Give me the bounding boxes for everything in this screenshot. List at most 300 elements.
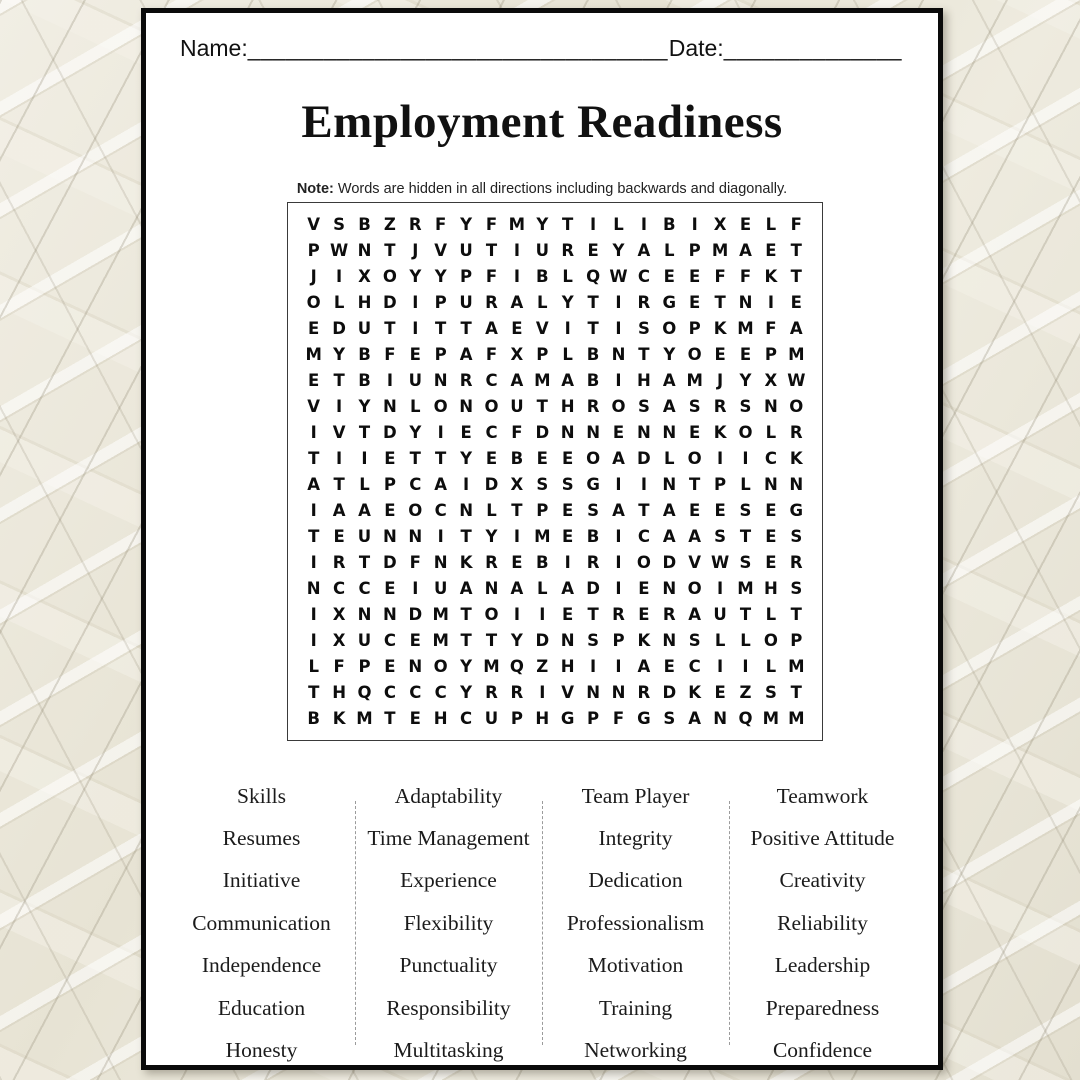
- grid-letter: M: [508, 214, 526, 234]
- grid-letter: L: [308, 657, 319, 677]
- grid-letter: T: [638, 501, 650, 521]
- grid-letter: I: [310, 605, 317, 625]
- grid-letter: G: [637, 709, 651, 729]
- grid-letter: N: [433, 370, 448, 390]
- grid-letter: I: [717, 448, 724, 468]
- word-item: Multitasking: [393, 1038, 504, 1063]
- word-item: Resumes: [222, 826, 301, 851]
- word-item: Flexibility: [403, 910, 494, 935]
- grid-letter: Y: [460, 214, 473, 234]
- grid-letter: M: [788, 657, 805, 677]
- word-item: Training: [598, 995, 673, 1020]
- grid-letter: R: [789, 553, 803, 573]
- grid-letter: D: [586, 579, 600, 599]
- grid-letter: T: [384, 318, 396, 338]
- grid-letter: T: [739, 527, 752, 547]
- grid-letter: A: [662, 370, 676, 390]
- grid-letter: N: [763, 396, 778, 416]
- grid-letter: I: [615, 657, 622, 677]
- grid-letter: T: [358, 422, 371, 442]
- column-divider: [729, 801, 730, 1045]
- grid-letter: K: [459, 553, 473, 573]
- grid-letter: L: [537, 579, 548, 599]
- grid-letter: O: [687, 579, 702, 599]
- grid-letter: E: [587, 240, 599, 260]
- grid-letter: L: [410, 396, 421, 416]
- grid-letter: F: [765, 318, 777, 338]
- grid-letter: X: [332, 605, 346, 625]
- grid-letter: A: [662, 527, 676, 547]
- grid-letter: D: [637, 448, 651, 468]
- grid-letter: F: [739, 266, 752, 286]
- word-item: Skills: [237, 783, 286, 808]
- grid-letter: N: [662, 422, 677, 442]
- grid-letter: I: [717, 657, 724, 677]
- grid-letter: M: [737, 579, 754, 599]
- word-item: Professionalism: [566, 910, 705, 935]
- grid-letter: U: [408, 370, 422, 390]
- word-item: Leadership: [774, 953, 871, 978]
- grid-letter: L: [740, 631, 751, 651]
- grid-letter: I: [615, 579, 622, 599]
- grid-letter: I: [615, 292, 622, 312]
- grid-letter: T: [333, 474, 345, 494]
- grid-letter: O: [687, 344, 702, 364]
- grid-letter: N: [408, 657, 423, 677]
- grid-letter: S: [536, 474, 549, 494]
- grid-letter: O: [611, 396, 626, 416]
- grid-letter: N: [459, 501, 473, 521]
- grid-letter: W: [329, 240, 349, 260]
- grid-letter: A: [688, 709, 702, 729]
- word-list-column-1: [168, 775, 355, 1072]
- grid-letter: T: [587, 318, 599, 338]
- grid-letter: Q: [738, 709, 753, 729]
- grid-letter: G: [586, 474, 600, 494]
- grid-letter: P: [536, 501, 549, 521]
- grid-letter: T: [409, 448, 421, 468]
- grid-letter: L: [664, 240, 675, 260]
- grid-letter: U: [357, 318, 372, 338]
- grid-letter: A: [739, 240, 752, 260]
- grid-letter: S: [714, 527, 727, 547]
- grid-letter: I: [539, 605, 546, 625]
- word-item: Creativity: [779, 868, 866, 893]
- word-item: Dedication: [588, 868, 683, 893]
- grid-letter: A: [358, 501, 371, 521]
- grid-letter: M: [788, 344, 805, 364]
- grid-letter: I: [513, 266, 520, 286]
- word-item: Education: [217, 995, 306, 1020]
- grid-letter: B: [663, 214, 676, 234]
- grid-letter: N: [306, 579, 321, 599]
- grid-letter: S: [561, 474, 574, 494]
- note-body: Words are hidden in all directions including backwards and diagonally.: [333, 181, 788, 197]
- grid-letter: I: [717, 579, 724, 599]
- grid-letter: L: [562, 266, 573, 286]
- grid-letter: N: [662, 631, 677, 651]
- grid-letter: I: [539, 683, 546, 703]
- grid-letter: I: [513, 527, 520, 547]
- grid-letter: A: [637, 240, 651, 260]
- grid-letter: S: [688, 396, 701, 416]
- grid-letter: N: [484, 579, 499, 599]
- grid-letter: X: [510, 344, 524, 364]
- grid-letter: S: [587, 631, 600, 651]
- word-search-grid: [287, 202, 823, 741]
- grid-letter: I: [361, 448, 368, 468]
- name-field: [180, 35, 668, 62]
- word-item: Honesty: [225, 1038, 298, 1063]
- name-label: Name:: [180, 35, 248, 61]
- grid-letter: P: [510, 709, 523, 729]
- word-list-column-3: [542, 775, 729, 1072]
- grid-letter: L: [765, 605, 777, 625]
- grid-letter: H: [560, 657, 575, 677]
- grid-letter: T: [435, 318, 447, 338]
- word-item: Teamwork: [776, 783, 869, 808]
- grid-letter: S: [739, 501, 752, 521]
- grid-letter: R: [586, 396, 600, 416]
- grid-letter: T: [790, 683, 802, 703]
- grid-letter: D: [383, 422, 397, 442]
- grid-letter: M: [432, 631, 449, 651]
- note-text: [146, 181, 938, 197]
- grid-letter: R: [637, 683, 651, 703]
- grid-letter: T: [739, 605, 752, 625]
- grid-letter: I: [767, 292, 774, 312]
- grid-letter: A: [612, 448, 625, 468]
- grid-letter: E: [384, 579, 396, 599]
- grid-letter: R: [408, 214, 422, 234]
- grid-letter: E: [714, 344, 726, 364]
- grid-letter: K: [764, 266, 778, 286]
- grid-letter: O: [636, 553, 651, 573]
- grid-letter: R: [637, 292, 651, 312]
- grid-letter: G: [662, 292, 677, 312]
- grid-letter: P: [460, 266, 473, 286]
- grid-letter: E: [663, 657, 675, 677]
- grid-letter: J: [412, 240, 419, 260]
- grid-letter: D: [383, 292, 397, 312]
- word-item: Independence: [201, 953, 322, 978]
- word-item: Responsibility: [386, 995, 511, 1020]
- word-item: Positive Attitude: [750, 826, 895, 851]
- grid-letter: I: [336, 266, 343, 286]
- grid-letter: E: [689, 266, 701, 286]
- grid-letter: P: [612, 631, 625, 651]
- grid-letter: L: [765, 422, 777, 442]
- grid-letter: X: [764, 370, 778, 390]
- grid-letter: U: [535, 240, 549, 260]
- word-list-column-2: [355, 775, 542, 1072]
- grid-letter: Y: [333, 344, 346, 364]
- grid-letter: A: [510, 292, 524, 312]
- note-label: Note:: [296, 181, 334, 197]
- grid-letter: O: [433, 396, 448, 416]
- grid-letter: H: [763, 579, 778, 599]
- grid-letter: O: [662, 318, 677, 338]
- grid-letter: Y: [460, 657, 473, 677]
- grid-letter: Y: [561, 292, 574, 312]
- grid-letter: B: [536, 266, 549, 286]
- grid-letter: P: [587, 709, 600, 729]
- grid-letter: T: [790, 266, 802, 286]
- grid-letter: F: [485, 214, 498, 234]
- grid-letter: I: [564, 553, 571, 573]
- grid-letter: E: [409, 631, 421, 651]
- grid-letter: Q: [509, 657, 524, 677]
- grid-letter: I: [463, 474, 470, 494]
- grid-letter: E: [562, 527, 574, 547]
- grid-letter: M: [534, 527, 551, 547]
- grid-letter: C: [383, 631, 396, 651]
- grid-letter: E: [663, 266, 675, 286]
- grid-letter: L: [562, 344, 573, 364]
- word-list-column-4: [729, 775, 916, 1072]
- grid-letter: E: [308, 318, 320, 338]
- grid-letter: Y: [612, 240, 625, 260]
- word-item: Reliability: [777, 910, 868, 935]
- grid-letter: P: [790, 631, 803, 651]
- grid-letter: F: [511, 422, 523, 442]
- grid-letter: L: [359, 474, 370, 494]
- grid-letter: E: [485, 448, 498, 468]
- grid-letter: S: [688, 631, 701, 651]
- worksheet-page: [141, 8, 943, 1070]
- grid-letter: E: [511, 318, 523, 338]
- grid-letter: T: [689, 474, 701, 494]
- grid-letter: T: [308, 683, 320, 703]
- grid-letter: P: [536, 344, 549, 364]
- word-item: Confidence: [772, 1038, 873, 1063]
- grid-letter: T: [435, 448, 447, 468]
- grid-letter: N: [662, 579, 677, 599]
- grid-letter: D: [662, 683, 677, 703]
- grid-letter: N: [560, 631, 575, 651]
- grid-letter: T: [485, 631, 498, 651]
- grid-letter: F: [409, 553, 421, 573]
- grid-letter: Q: [357, 683, 372, 703]
- grid-letter: H: [560, 396, 575, 416]
- grid-letter: P: [714, 474, 727, 494]
- grid-letter: P: [383, 474, 396, 494]
- grid-letter: U: [510, 396, 524, 416]
- grid-letter: N: [611, 683, 626, 703]
- grid-letter: E: [384, 657, 396, 677]
- grid-letter: J: [717, 370, 724, 390]
- grid-letter: E: [638, 579, 650, 599]
- grid-letter: E: [460, 422, 472, 442]
- grid-letter: N: [636, 422, 651, 442]
- grid-letter: D: [383, 553, 397, 573]
- grid-letter: I: [336, 448, 343, 468]
- grid-letter: I: [742, 657, 749, 677]
- grid-letter: S: [739, 553, 752, 573]
- grid-letter: T: [308, 448, 320, 468]
- grid-letter: E: [562, 448, 574, 468]
- grid-letter: E: [689, 292, 701, 312]
- grid-letter: A: [612, 501, 625, 521]
- grid-letter: E: [511, 553, 523, 573]
- grid-letter: F: [612, 709, 625, 729]
- grid-letter: H: [332, 683, 346, 703]
- grid-letter: V: [561, 683, 575, 703]
- word-item: Integrity: [598, 826, 673, 851]
- grid-letter: H: [636, 370, 651, 390]
- grid-letter: I: [412, 318, 419, 338]
- grid-letter: A: [459, 579, 473, 599]
- grid-letter: T: [790, 240, 802, 260]
- column-divider: [355, 801, 356, 1045]
- grid-letter: R: [332, 553, 346, 573]
- date-label: Date:: [668, 35, 724, 61]
- grid-letter: C: [485, 370, 498, 390]
- grid-letter: P: [434, 344, 447, 364]
- grid-letter: A: [561, 579, 575, 599]
- grid-letter: A: [561, 370, 575, 390]
- grid-letter: S: [663, 709, 676, 729]
- grid-letter: E: [384, 501, 396, 521]
- word-item: Punctuality: [399, 953, 498, 978]
- grid-letter: M: [762, 709, 780, 729]
- grid-letter: B: [358, 214, 371, 234]
- grid-letter: N: [357, 240, 372, 260]
- grid-letter: Q: [586, 266, 601, 286]
- grid-letter: Y: [409, 266, 422, 286]
- grid-letter: T: [460, 631, 472, 651]
- grid-letter: E: [689, 422, 701, 442]
- grid-letter: Y: [460, 683, 473, 703]
- grid-letter: T: [587, 605, 599, 625]
- grid-letter: E: [765, 553, 777, 573]
- grid-letter: I: [412, 292, 419, 312]
- grid-letter: D: [535, 631, 550, 651]
- grid-letter: N: [763, 474, 778, 494]
- grid-letter: T: [460, 527, 472, 547]
- grid-letter: M: [737, 318, 754, 338]
- column-divider: [542, 801, 543, 1045]
- grid-letter: A: [434, 474, 448, 494]
- grid-letter: I: [336, 396, 343, 416]
- grid-letter: N: [382, 605, 397, 625]
- word-item: Time Management: [367, 826, 530, 851]
- word-item: Motivation: [587, 953, 684, 978]
- grid-letter: R: [789, 422, 803, 442]
- grid-letter: O: [484, 396, 499, 416]
- grid-letter: N: [662, 474, 677, 494]
- grid-letter: C: [409, 474, 422, 494]
- grid-letter: S: [790, 579, 803, 599]
- grid-letter: P: [764, 344, 777, 364]
- grid-letter: F: [485, 266, 498, 286]
- grid-letter: T: [384, 240, 396, 260]
- grid-letter: R: [459, 370, 473, 390]
- grid-letter: E: [562, 501, 574, 521]
- grid-letter: Z: [739, 683, 752, 703]
- grid-letter: P: [434, 292, 447, 312]
- grid-letter: Y: [409, 422, 422, 442]
- grid-letter: O: [382, 266, 397, 286]
- grid-letter: O: [484, 605, 499, 625]
- grid-letter: T: [485, 240, 498, 260]
- grid-letter: T: [384, 709, 396, 729]
- grid-letter: B: [586, 527, 600, 547]
- grid-letter: D: [662, 553, 677, 573]
- date-blank-line: ______________: [723, 36, 902, 61]
- grid-letter: A: [688, 605, 702, 625]
- grid-letter: O: [763, 631, 778, 651]
- grid-letter: I: [513, 240, 520, 260]
- grid-letter: E: [689, 501, 701, 521]
- grid-letter: H: [357, 292, 372, 312]
- grid-letter: P: [307, 240, 320, 260]
- grid-letter: H: [433, 709, 448, 729]
- word-item: Adaptability: [394, 783, 503, 808]
- grid-letter: B: [586, 370, 600, 390]
- grid-letter: I: [437, 527, 444, 547]
- grid-letter: M: [305, 344, 322, 364]
- grid-letter: E: [409, 344, 421, 364]
- grid-letter: O: [306, 292, 321, 312]
- grid-letter: B: [586, 344, 600, 364]
- grid-letter: L: [537, 292, 548, 312]
- grid-letter: I: [386, 370, 393, 390]
- grid-letter: Y: [485, 527, 498, 547]
- grid-letter: I: [691, 214, 698, 234]
- grid-letter: A: [789, 318, 803, 338]
- grid-letter: I: [615, 370, 622, 390]
- grid-letter: R: [662, 605, 676, 625]
- grid-letter: M: [788, 709, 805, 729]
- grid-letter: K: [688, 683, 702, 703]
- grid-letter: N: [382, 396, 397, 416]
- grid-letter: I: [615, 318, 622, 338]
- grid-letter: U: [357, 631, 372, 651]
- grid-letter: K: [637, 631, 651, 651]
- grid-letter: F: [333, 657, 345, 677]
- grid-letter: Y: [536, 214, 549, 234]
- grid-letter: X: [332, 631, 346, 651]
- grid-letter: U: [459, 240, 473, 260]
- grid-letter: I: [640, 214, 647, 234]
- grid-letter: Z: [383, 214, 396, 234]
- grid-letter: Y: [434, 266, 447, 286]
- grid-letter: Y: [358, 396, 371, 416]
- grid-letter: V: [434, 240, 448, 260]
- grid-letter: L: [333, 292, 345, 312]
- grid-letter: T: [460, 605, 472, 625]
- grid-letter: E: [714, 683, 726, 703]
- grid-letter: E: [638, 605, 650, 625]
- grid-letter: T: [587, 292, 599, 312]
- grid-letter: I: [310, 631, 317, 651]
- word-item: Networking: [584, 1038, 687, 1063]
- grid-letter: C: [409, 683, 422, 703]
- grid-letter: I: [590, 657, 597, 677]
- grid-letter: W: [609, 266, 628, 286]
- grid-letter: A: [662, 396, 676, 416]
- grid-letter: V: [688, 553, 702, 573]
- grid-letter: E: [612, 422, 625, 442]
- grid-letter: T: [638, 344, 650, 364]
- grid-letter: N: [382, 527, 397, 547]
- grid-letter: C: [764, 448, 777, 468]
- grid-letter: M: [711, 240, 729, 260]
- grid-letter: T: [333, 370, 345, 390]
- grid-letter: F: [485, 344, 498, 364]
- word-list: [168, 775, 916, 1072]
